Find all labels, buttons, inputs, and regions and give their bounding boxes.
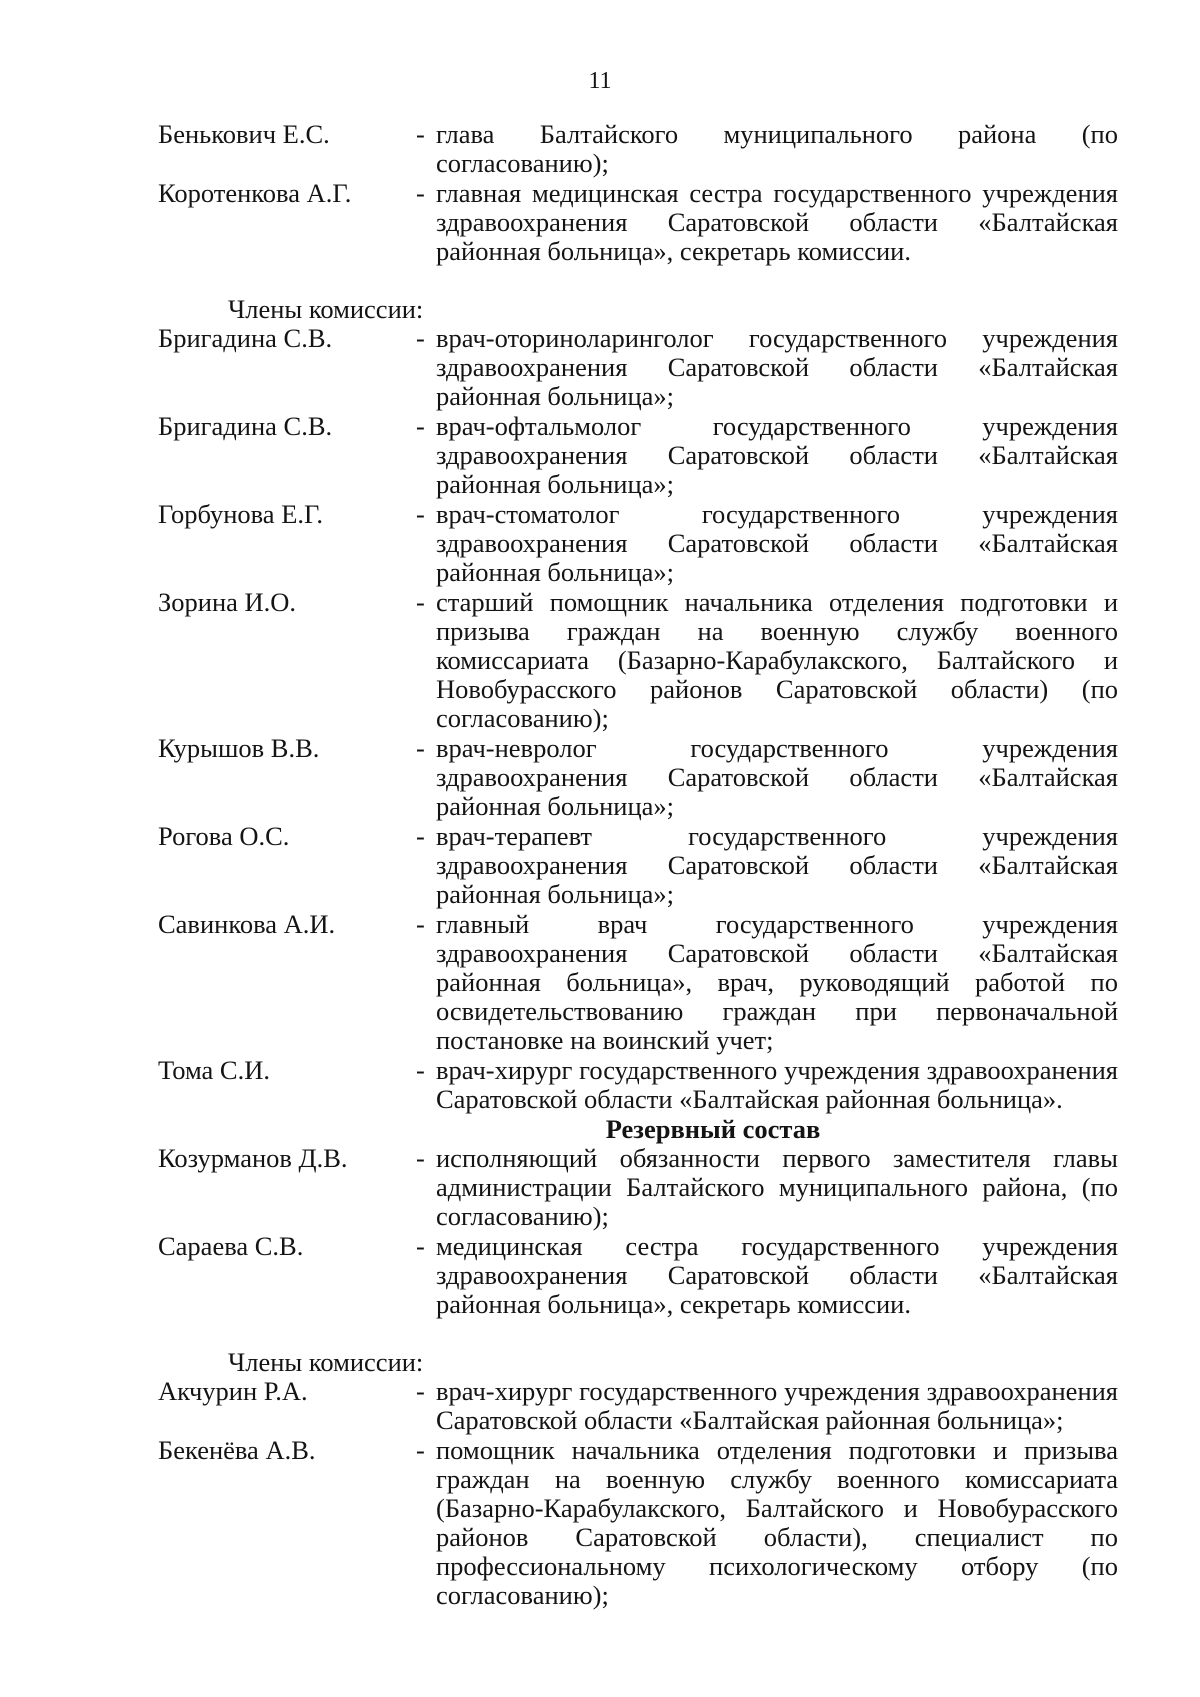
person-name: Горбунова Е.Г. (158, 499, 323, 529)
person-name: Козурманов Д.В. (158, 1143, 348, 1173)
reserve-members-list (158, 1377, 1118, 1610)
person-name: Тома С.И. (158, 1055, 270, 1085)
dash-separator: - (416, 1231, 425, 1261)
person-position: врач-стоматолог государственного учреждения здравоохранения Саратовской области «Балтайская районная больница»; (436, 499, 1118, 587)
commission-entry (158, 412, 1118, 499)
dash-separator: - (416, 1143, 425, 1173)
commission-entry (158, 120, 1118, 178)
person-name: Бекенёва А.В. (158, 1435, 316, 1465)
document-body (158, 120, 1118, 1611)
person-name: Бенькович Е.С. (158, 119, 330, 149)
person-position: врач-оториноларинголог государственного учреждения здравоохранения Саратовской области «Балтайская районная больница»; (436, 323, 1118, 411)
person-name: Коротенкова А.Г. (158, 178, 352, 208)
person-position: врач-невролог государственного учреждения здравоохранения Саратовской области «Балтайская районная больница»; (436, 733, 1118, 821)
dash-separator: - (416, 119, 425, 149)
person-position: врач-хирург государственного учреждения здравоохранения Саратовской области «Балтайская районная больница»; (436, 1376, 1118, 1435)
person-position: исполняющий обязанности первого заместителя главы администрации Балтайского муниципального района, (по согласованию); (436, 1143, 1118, 1231)
commission-entry (158, 1232, 1118, 1319)
commission-entry (158, 588, 1118, 733)
person-position: главный врач государственного учреждения здравоохранения Саратовской области «Балтайская районная больница», врач, руководящий работой по освидетельствованию граждан при первоначальной постановке на воинский учет; (436, 909, 1118, 1055)
commission-entry (158, 1144, 1118, 1231)
commission-entry (158, 500, 1118, 587)
person-name: Сараева С.В. (158, 1231, 304, 1261)
members-label: Члены комиссии: (228, 294, 424, 324)
person-name: Савинкова А.И. (158, 909, 336, 939)
dash-separator: - (416, 821, 425, 851)
dash-separator: - (416, 411, 425, 441)
commission-entry (158, 734, 1118, 821)
dash-separator: - (416, 587, 425, 617)
person-position: глава Балтайского муниципального района (по согласованию); (436, 119, 1118, 178)
person-name: Бригадина С.В. (158, 411, 333, 441)
reserve-title: Резервный состав (605, 1114, 821, 1144)
person-position: старший помощник начальника отделения подготовки и призыва граждан на военную службу военного комиссариата (Базарно-Карабулакского, Балтайского и Новобурасского районов Саратовской области) (по согласованию); (436, 587, 1118, 733)
commission-entry (158, 1436, 1118, 1610)
reserve-members-label: Члены комиссии: (228, 1347, 424, 1377)
person-position: главная медицинская сестра государственного учреждения здравоохранения Саратовской области «Балтайская районная больница», секретарь комиссии. (436, 178, 1118, 266)
commission-entry (158, 179, 1118, 266)
members-list (158, 324, 1118, 1114)
person-position: врач-офтальмолог государственного учреждения здравоохранения Саратовской области «Балтайская районная больница»; (436, 411, 1118, 499)
leaders-list (158, 120, 1118, 266)
commission-entry (158, 1377, 1118, 1435)
dash-separator: - (416, 909, 425, 939)
person-position: врач-хирург государственного учреждения здравоохранения Саратовской области «Балтайская районная больница». (436, 1055, 1118, 1114)
person-name: Акчурин Р.А. (158, 1376, 308, 1406)
person-name: Зорина И.О. (158, 587, 297, 617)
person-position: врач-терапевт государственного учреждения здравоохранения Саратовской области «Балтайская районная больница»; (436, 821, 1118, 909)
dash-separator: - (416, 1435, 425, 1465)
person-name: Курышов В.В. (158, 733, 320, 763)
person-name: Рогова О.С. (158, 821, 290, 851)
person-name: Бригадина С.В. (158, 323, 333, 353)
dash-separator: - (416, 733, 425, 763)
page-number: 11 (588, 68, 612, 94)
person-position: помощник начальника отделения подготовки и призыва граждан на военную службу военного комиссариата (Базарно-Карабулакского, Балтайского и Новобурасского районов Саратовской области), специалист по профессиональному психологическому отбору (по согласованию); (436, 1435, 1118, 1610)
dash-separator: - (416, 178, 425, 208)
commission-entry (158, 822, 1118, 909)
dash-separator: - (416, 323, 425, 353)
dash-separator: - (416, 499, 425, 529)
reserve-leaders-list (158, 1144, 1118, 1319)
person-position: медицинская сестра государственного учреждения здравоохранения Саратовской области «Балтайская районная больница», секретарь комиссии. (436, 1231, 1118, 1319)
commission-entry (158, 324, 1118, 411)
dash-separator: - (416, 1376, 425, 1406)
dash-separator: - (416, 1055, 425, 1085)
commission-entry (158, 910, 1118, 1055)
commission-entry (158, 1056, 1118, 1114)
